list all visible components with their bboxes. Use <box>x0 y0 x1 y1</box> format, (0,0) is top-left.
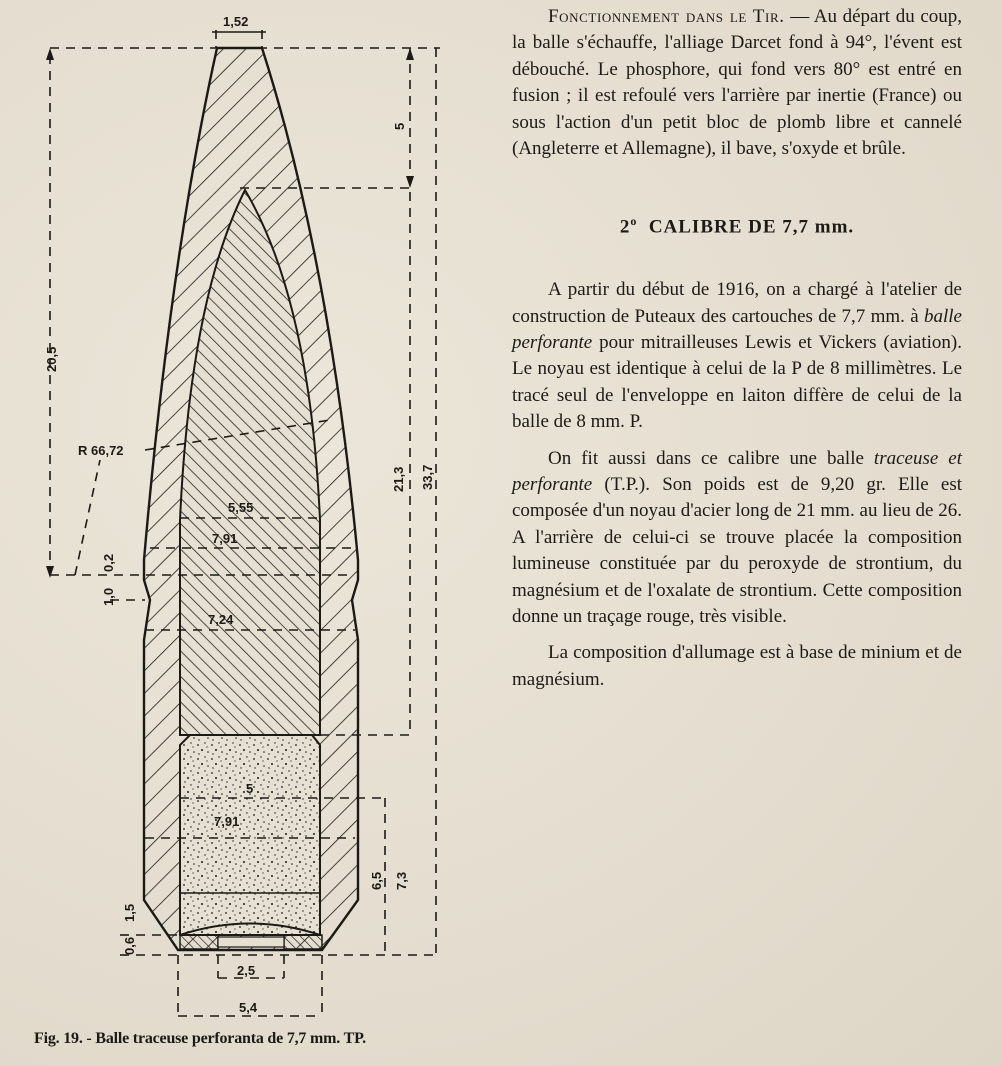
dim-body-diameter: 7,24 <box>208 612 234 627</box>
dim-max-diameter: 7,91 <box>212 531 238 546</box>
dim-shoulder-step: 1,0 <box>101 587 116 606</box>
dim-tracer-outer-diameter: 7,91 <box>214 814 240 829</box>
bullet-cross-section-diagram <box>0 0 480 1020</box>
dim-core-diameter: 5,55 <box>228 500 254 515</box>
dim-base-plug: 0,6 <box>122 936 137 955</box>
dim-tracer-cavity-diameter: 5 <box>246 781 254 796</box>
dim-radius: R 66,72 <box>78 443 124 458</box>
section-heading: 2$^o$ CALIBRE DE 7,7 mm. <box>619 214 855 238</box>
paragraph-ignition: La composition d'allumage est à base de minium et de magnésium. <box>512 642 962 690</box>
dim-nose-length: 5 <box>392 122 407 130</box>
dim-base-bevel: 1,5 <box>122 903 137 922</box>
dim-total-length: 33,7 <box>420 464 435 490</box>
section-body: — Au départ du coup, la balle s'échauffe, l'alliage Darcet fond à 94°, l'évent est débouché. Le phosphore, qui fond vers 80° est entré en fusion ; il est refoulé vers l'arrière par inertie (France) ou sous l'action d'un petit bloc de plomb libre et cannelé (Angleterre et Allemagne), il bave, s'oxyde et brûle. <box>512 6 963 160</box>
dim-base-hole: 2,5 <box>237 963 256 978</box>
paragraph-tracer: On fit aussi dans ce calibre une balle traceuse et perforante (T.P.). Son poids est de 9,20 gr. Elle est composée d'un noyau d'acier long de 21 mm. au lieu de 26. A l'arrière de celui-ci se trouve placée la composition lumineuse constituée par du peroxyde de strontium, du magnésium et de l'oxalate de strontium. Cette composition donne un traçage rouge, très visible. <box>512 447 963 628</box>
base-plug-left <box>180 935 218 949</box>
paragraph-1916: A partir du début de 1916, on a chargé à l'atelier de construction de Puteaux des cartouches de 7,7 mm. à balle perforante pour mitrailleuses Lewis et Vickers (aviation). Le noyau est identique à celui de la P de 8 millimètres. Le tracé seul de l'enveloppe en laiton diffère de celui de la balle de 8 mm. P. <box>512 279 962 433</box>
dim-tracer-length-outer: 7,3 <box>394 871 409 890</box>
dim-core-length: 21,3 <box>391 466 406 492</box>
base-plug-right <box>284 935 322 949</box>
figure-caption: Fig. 19. - Balle traceuse perforanta de 7,7 mm. TP. <box>34 1030 366 1047</box>
dim-tracer-length-inner: 6,5 <box>369 871 384 890</box>
section-lead: Fonctionnement dans le Tir. <box>548 6 785 27</box>
dim-tip-width: 1,52 <box>223 14 249 29</box>
dim-shoulder-offset: 0,2 <box>101 553 116 572</box>
text-column <box>512 0 962 693</box>
paragraph-firing-function <box>512 4 962 162</box>
dim-base-diameter: 5,4 <box>239 1000 258 1015</box>
dim-ogive-length: 20,5 <box>44 346 59 372</box>
